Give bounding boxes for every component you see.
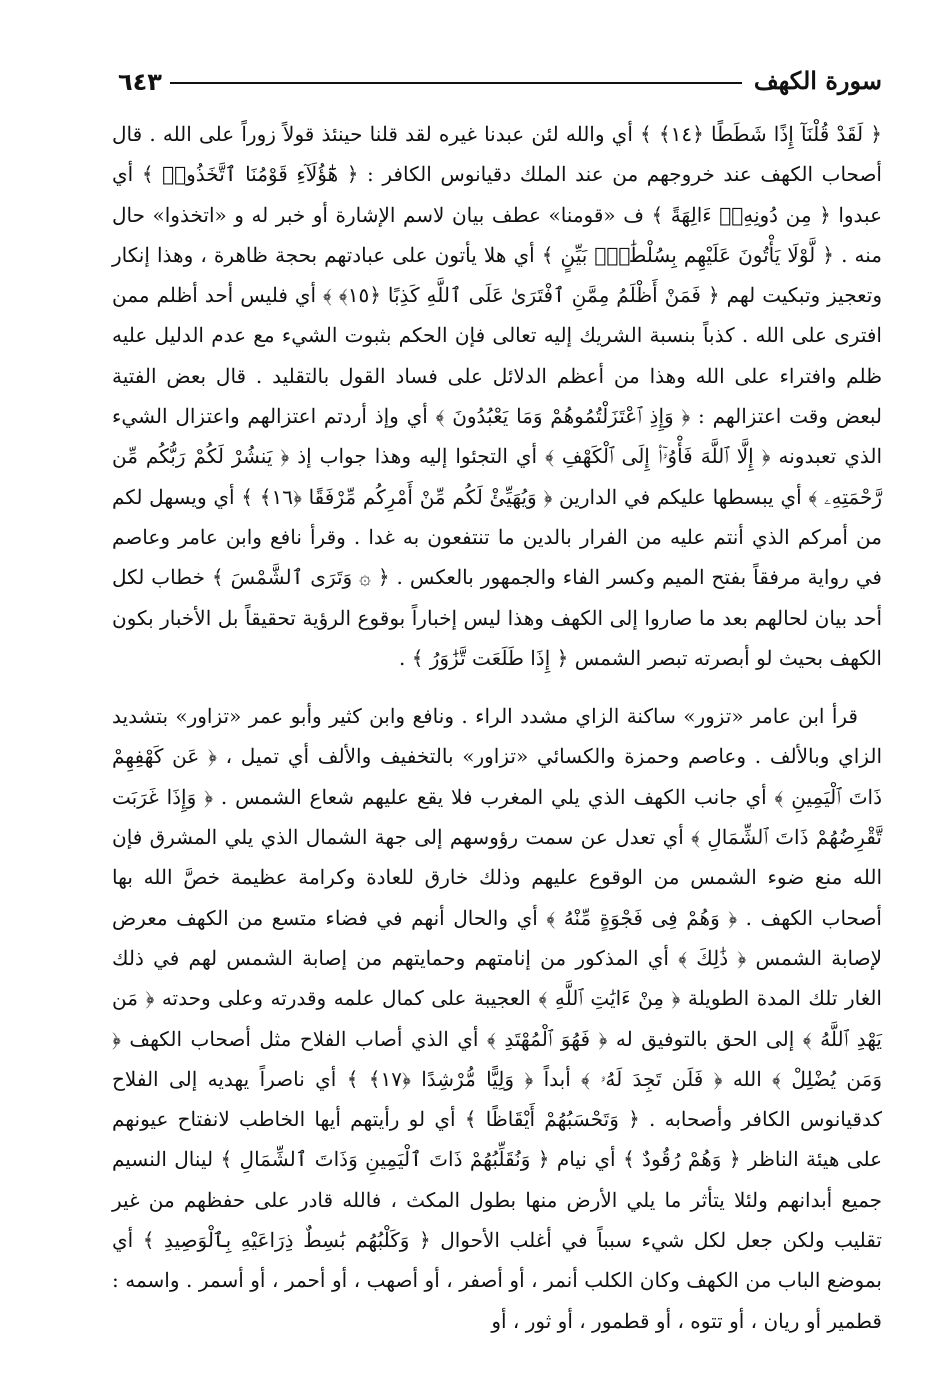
- page-number: ٦٤٣: [118, 68, 162, 96]
- paragraph-2: قرأ ابن عامر «تزور» ساكنة الزاي مشدد الراء . ونافع وابن كثير وأبو عمر «تزاور» بتشديد الزاي وبالألف . وعاصم وحمزة والكسائي «تزاور» بالتخفيف والألف أي تميل ، ﴿ عَن كَهْفِهِمْ ذَاتَ ٱلْيَمِينِ ﴾ أي جانب الكهف الذي يلي المغرب فلا يقع عليهم شعاع الشمس . ﴿ وَإِذَا غَرَبَت تَّقْرِضُهُمْ ذَاتَ ٱلشِّمَالِ ﴾ أي تعدل عن سمت رؤوسهم إلى جهة الشمال الذي يلي المشرق فإن الله منع ضوء الشمس من الوقوع عليهم وذلك خارق للعادة وكرامة عظيمة خصَّ الله بها أصحاب الكهف . ﴿ وَهُمْ فِى فَجْوَةٍ مِّنْهُ ﴾ أي والحال أنهم في فضاء متسع من الكهف معرض لإصابة الشمس ﴿ ذَٰلِكَ ﴾ أي المذكور من إنامتهم وحمايتهم من إصابة الشمس لهم في ذلك الغار تلك المدة الطويلة ﴿ مِنْ ءَايَٰتِ ٱللَّهِ ﴾ العجيبة على كمال علمه وقدرته وعلى وحدته ﴿ مَن يَهْدِ ٱللَّهُ ﴾ إلى الحق بالتوفيق له ﴿ فَهُوَ ٱلْمُهْتَدِ ﴾ أي الذي أصاب الفلاح مثل أصحاب الكهف ﴿ وَمَن يُضْلِلْ ﴾ الله ﴿ فَلَن تَجِدَ لَهُۥ ﴾ أبداً ﴿ وَلِيًّا مُّرْشِدًا ﴿١٧﴾ ﴾ أي ناصراً يهديه إلى الفلاح كدقيانوس الكافر وأصحابه . ﴿ وَتَحْسَبُهُمْ أَيْقَاظًا ﴾ أي لو رأيتهم أيها الخاطب لانفتاح عيونهم على هيئة الناظر ﴿ وَهُمْ رُقُودٌ ﴾ أي نيام ﴿ وَنُقَلِّبُهُمْ ذَاتَ ٱلْيَمِينِ وَذَاتَ ٱلشِّمَالِ ﴾ لينال النسيم جميع أبدانهم ولئلا يتأثر ما يلي الأرض منها بطول المكث ، فالله قادر على حفظهم من غير تقليب ولكن جعل لكل شيء سبباً في أغلب الأحوال ﴿ وَكَلْبُهُم بَٰسِطٌ ذِرَاعَيْهِ بِٱلْوَصِيدِ ﴾ أي بموضع الباب من الكهف وكان الكلب أنمر ، أو أصفر ، أو أصهب ، أو أحمر ، أو أسمر . واسمه : قطمير أو ريان ، أو تتوه ، أو قطمور ، أو ثور ، أو: [112, 704, 883, 1333]
- page-header: [112, 62, 882, 102]
- commentary-text: [112, 114, 882, 1341]
- surah-title: سورة الكهف: [753, 66, 882, 95]
- header-rule: [170, 82, 742, 84]
- paragraph-1: ﴿ لَقَدْ قُلْنَآ إِذًا شَطَطًا ﴿١٤﴾ ﴾ أي والله لئن عبدنا غيره لقد قلنا حينئذ قولاً زوراً على الله . قال أصحاب الكهف عند خروجهم من عند الملك دقيانوس الكافر : ﴿ هَٰٓؤُلَآءِ قَوْمُنَا ٱتَّخَذُوا۟ ﴾ أي عبدوا ﴿ مِن دُونِهِۦٓ ءَالِهَةً ﴾ ف «قومنا» عطف بيان لاسم الإشارة أو خبر له و «اتخذوا» حال منه . ﴿ لَّوْلَا يَأْتُونَ عَلَيْهِم بِسُلْطَٰنٍۭ بَيِّنٍ ﴾ أي هلا يأتون على عبادتهم بحجة ظاهرة ، وهذا إنكار وتعجيز وتبكيت لهم ﴿ فَمَنْ أَظْلَمُ مِمَّنِ ٱفْتَرَىٰ عَلَى ٱللَّهِ كَذِبًا ﴿١٥﴾ ﴾ أي فليس أحد أظلم ممن افترى على الله . كذباً بنسبة الشريك إليه تعالى فإن الحكم بثبوت الشيء مع عدم الدليل عليه ظلم وافتراء على الله وهذا من أعظم الدلائل على فساد القول بالتقليد . قال بعض الفتية لبعض وقت اعتزالهم : ﴿ وَإِذِ ٱعْتَزَلْتُمُوهُمْ وَمَا يَعْبُدُونَ ﴾ أي وإذ أردتم اعتزالهم واعتزال الشيء الذي تعبدونه ﴿ إِلَّا ٱللَّهَ فَأْوُۥٓا۟ إِلَى ٱلْكَهْفِ ﴾ أي التجئوا إليه وهذا جواب إذ ﴿ يَنشُرْ لَكُمْ رَبُّكُم مِّن رَّحْمَتِهِۦ ﴾ أي يبسطها عليكم في الدارين ﴿ وَيُهَيِّئْ لَكُم مِّنْ أَمْرِكُم مِّرْفَقًا ﴿١٦﴾ ﴾ أي ويسهل لكم من أمركم الذي أنتم عليه من الفرار بالدين ما تنتفعون به غدا . وقرأ نافع وابن عامر وعاصم في رواية مرفقاً بفتح الميم وكسر الفاء والجمهور بالعكس . ﴿ ۞ وَتَرَى ٱلشَّمْسَ ﴾ خطاب لكل أحد بيان لحالهم بعد ما صاروا إلى الكهف وهذا ليس إخباراً بوقوع الرؤية تحقيقاً بل الأخبار بكون الكهف بحيث لو أبصرته تبصر الشمس ﴿ إِذَا طَلَعَت تَّزَٰوَرُ ﴾ .: [112, 122, 882, 670]
